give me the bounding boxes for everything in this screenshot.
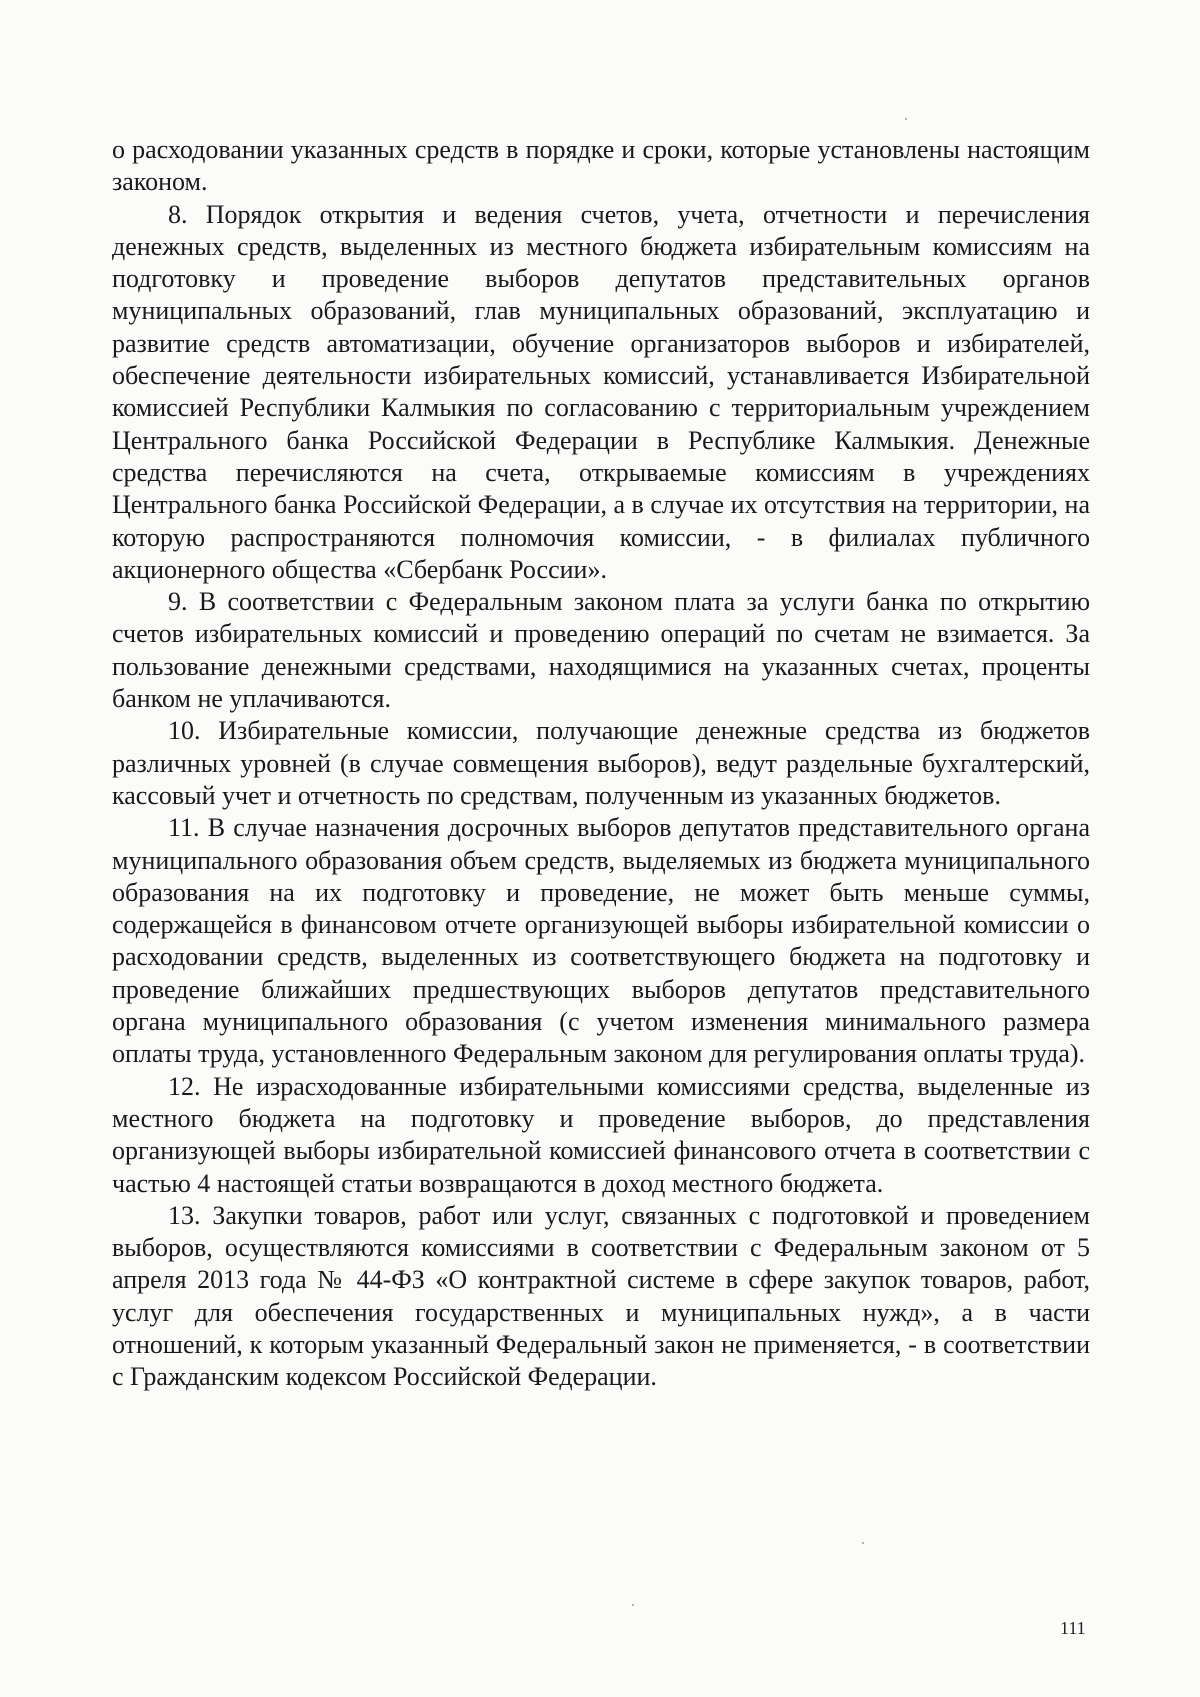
scan-speck — [632, 1604, 634, 1606]
page-number: 111 — [1060, 1618, 1086, 1638]
paragraph-10: 10. Избирательные комиссии, получающие денежные средства из бюджетов различных уровней (в случае совмещения выборов), ведут раздельные бухгалтерский, кассовый учет и отчетность по средствам, полученным из указанных бюджетов. — [112, 716, 1090, 810]
paragraph-9: 9. В соответствии с Федеральным законом плата за услуги банка по открытию счетов избирательных комиссий и проведению операций по счетам не взимается. За пользование денежными средствами, находящимися на указанных счетах, проценты банком не уплачиваются. — [112, 587, 1090, 714]
scan-speck — [905, 118, 907, 120]
paragraph-11: 11. В случае назначения досрочных выборов депутатов представительного органа муниципального образования объем средств, выделяемых из бюджета муниципального образования на их подготовку и проведение, не может быть меньше суммы, содержащейся в финансовом отчете организующей выборы избирательной комиссии о расходовании средств, выделенных из соответствующего бюджета на подготовку и проведение ближайших предшествующих выборов депутатов представительного органа муниципального образования (с учетом изменения минимального размера оплаты труда, установленного Федеральным законом для регулирования оплаты труда). — [112, 813, 1090, 1069]
scan-speck — [862, 1542, 864, 1544]
paragraph-continuation: о расходовании указанных средств в порядке и сроки, которые установлены настоящим законом. — [112, 135, 1090, 197]
document-body — [112, 134, 1090, 1394]
paragraph-12: 12. Не израсходованные избирательными комиссиями средства, выделенные из местного бюджета на подготовку и проведение выборов, до представления организующей выборы избирательной комиссией финансового отчета в соответствии с частью 4 настоящей статьи возвращаются в доход местного бюджета. — [112, 1071, 1090, 1198]
paragraph-13: 13. Закупки товаров, работ или услуг, связанных с подготовкой и проведением выборов, осуществляются комиссиями в соответствии с Федеральным законом от 5 апреля 2013 года № 44-ФЗ «О контрактной системе в сфере закупок товаров, работ, услуг для обеспечения государственных и муниципальных нужд», а в части отношений, к которым указанный Федеральный закон не применяется, - в соответствии с Гражданским кодексом Российской Федерации. — [112, 1200, 1090, 1392]
paragraph-8: 8. Порядок открытия и ведения счетов, учета, отчетности и перечисления денежных средств, выделенных из местного бюджета избирательным комиссиям на подготовку и проведение выборов депутатов представительных органов муниципальных образований, глав муниципальных образований, эксплуатацию и развитие средств автоматизации, обучение организаторов выборов и избирателей, обеспечение деятельности избирательных комиссий, устанавливается Избирательной комиссией Республики Калмыкия по согласованию с территориальным учреждением Центрального банка Российской Федерации в Республике Калмыкия. Денежные средства перечисляются на счета, открываемые комиссиям в учреждениях Центрального банка Российской Федерации, а в случае их отсутствия на территории, на которую распространяются полномочия комиссии, - в филиалах публичного акционерного общества «Сбербанк России». — [112, 199, 1090, 584]
